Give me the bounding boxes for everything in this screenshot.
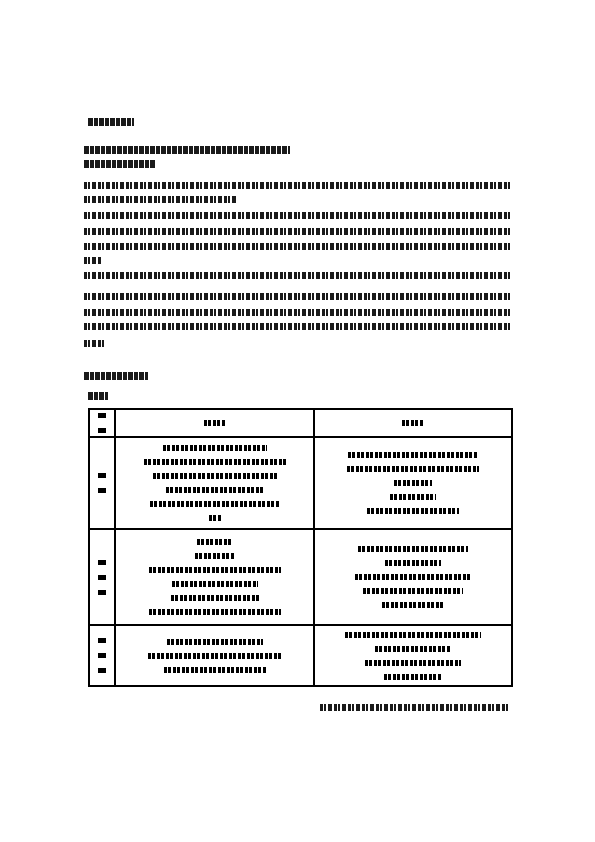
document-title — [84, 146, 290, 154]
paragraph-line — [84, 182, 510, 189]
table-cell-right — [314, 529, 512, 625]
table-cell-left — [115, 625, 314, 686]
table-row-label — [89, 437, 115, 529]
paragraph-line — [84, 243, 510, 250]
section-sublabel — [88, 392, 108, 400]
paragraph-line — [84, 272, 510, 279]
table-row — [89, 437, 512, 529]
paragraph-line — [84, 212, 510, 219]
table-header-row — [89, 409, 512, 437]
paragraph-line — [84, 228, 510, 235]
table-row — [89, 529, 512, 625]
paragraph-line — [84, 196, 236, 203]
table-row-label — [89, 625, 115, 686]
paragraph-line — [84, 257, 102, 264]
table-column-header — [115, 409, 314, 437]
document-subtitle — [84, 160, 156, 168]
section-label — [84, 372, 148, 380]
table-row-label — [89, 529, 115, 625]
paragraph-line — [84, 323, 510, 330]
table-column-header — [314, 409, 512, 437]
header-tag — [88, 118, 134, 126]
footer-citation — [320, 704, 510, 711]
table-cell-right — [314, 625, 512, 686]
paragraph-line — [84, 340, 106, 347]
table-cell-left — [115, 437, 314, 529]
table-row — [89, 625, 512, 686]
comparison-table — [88, 408, 513, 687]
paragraph-line — [84, 309, 510, 316]
table-corner-cell — [89, 409, 115, 437]
table-cell-right — [314, 437, 512, 529]
table-cell-left — [115, 529, 314, 625]
paragraph-line — [84, 293, 510, 300]
